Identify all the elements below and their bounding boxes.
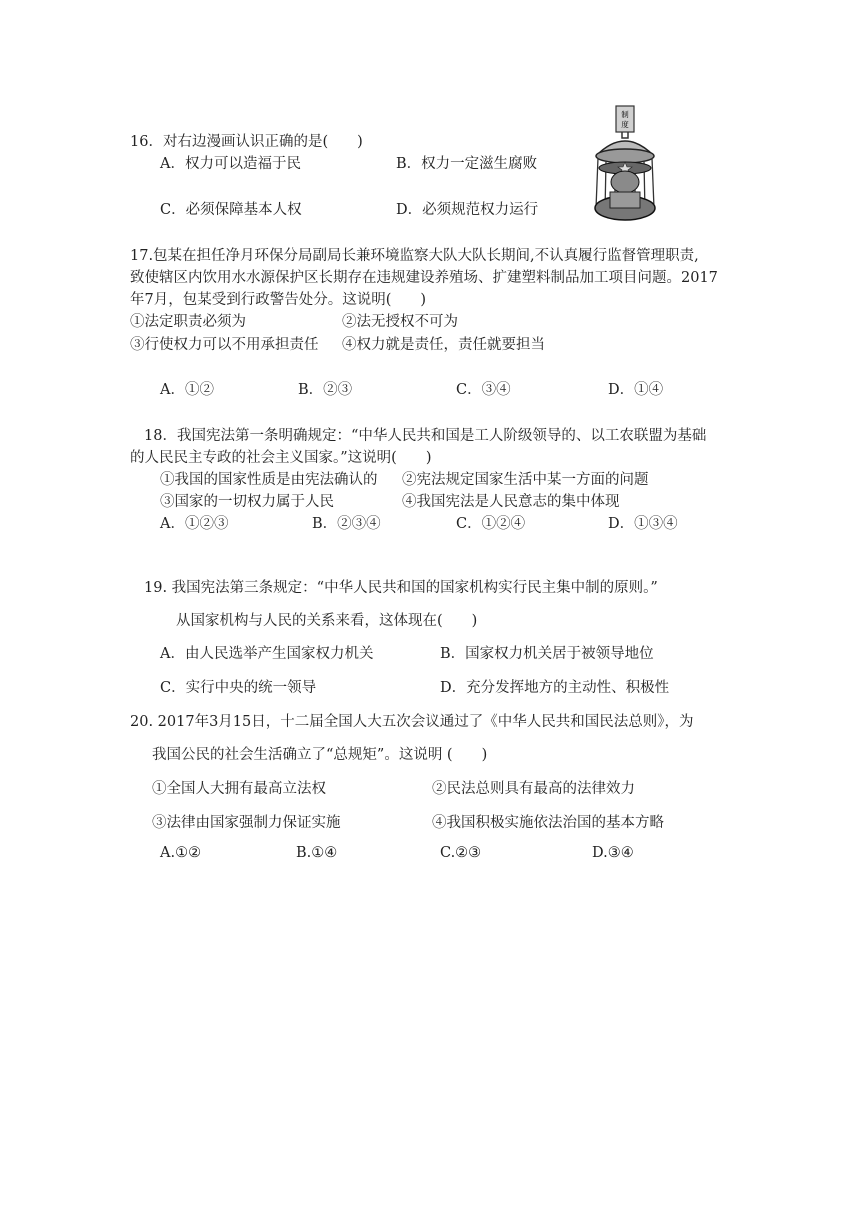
q17-option-a: A．①② [160,382,214,398]
q20-line-1: 20. 2017年3月15日，十二届全国人大五次会议通过了《中华人民共和国民法总则》，为 [130,714,694,730]
q20-option-a: A.①② [160,845,202,861]
q20-line-2: 我国公民的社会生活确立了“总规矩”。这说明 ( ) [152,747,488,763]
q16-option-c: C．必须保障基本人权 [160,202,302,218]
q19-option-a: A．由人民选举产生国家权力机关 [160,646,374,662]
q18-option-a: A．①②③ [160,516,229,532]
q16-option-d: D．必须规范权力运行 [396,202,539,218]
cartoon-birdcage-illustration [586,104,664,222]
q16-stem: 16．对右边漫画认识正确的是( ) [130,134,363,150]
cartoon-label-top: 制 [621,110,629,119]
q16-option-a: A．权力可以造福于民 [160,156,301,172]
q17-statement-3: ③行使权力可以不用承担责任 [130,337,319,353]
q18-statement-4: ④我国宪法是人民意志的集中体现 [402,494,620,510]
q18-line-2: 的人民民主专政的社会主义国家。”这说明( ) [130,450,432,466]
q19-line-1: 19. 我国宪法第三条规定：“中华人民共和国的国家机构实行民主集中制的原则。” [144,580,658,596]
q18-statement-3: ③国家的一切权力属于人民 [160,494,334,510]
q19-line-2: 从国家机构与人民的关系来看，这体现在( ) [176,613,478,629]
q17-statement-1: ①法定职责必须为 [130,314,246,330]
q18-option-d: D．①③④ [608,516,678,532]
q19-option-c: C．实行中央的统一领导 [160,680,317,696]
q17-statement-2: ②法无授权不可为 [342,314,458,330]
q19-option-b: B．国家权力机关居于被领导地位 [440,646,654,662]
q19-option-d: D．充分发挥地方的主动性、积极性 [440,680,670,696]
q17-option-c: C．③④ [456,382,511,398]
q20-statement-4: ④我国积极实施依法治国的基本方略 [432,815,664,831]
q16-option-b: B．权力一定滋生腐败 [396,156,538,172]
q17-line-1: 17.包某在担任净月环保分局副局长兼环境监察大队大队长期间,不认真履行监督管理职责, [130,248,699,264]
q18-statement-2: ②宪法规定国家生活中某一方面的问题 [402,472,649,488]
q20-option-d: D.③④ [592,845,634,861]
q17-option-d: D．①④ [608,382,664,398]
cartoon-label-bottom: 度 [621,120,629,129]
q17-line-3: 年7月，包某受到行政警告处分。这说明( ) [130,292,427,308]
q18-option-b: B．②③④ [312,516,381,532]
q20-statement-3: ③法律由国家强制力保证实施 [152,815,341,831]
q18-line-1: 18．我国宪法第一条明确规定：“中华人民共和国是工人阶级领导的、以工农联盟为基础 [144,428,707,444]
q17-statement-4: ④权力就是责任，责任就要担当 [342,337,545,353]
q17-option-b: B．②③ [298,382,353,398]
q20-option-b: B.①④ [296,845,338,861]
q18-option-c: C．①②④ [456,516,526,532]
q17-line-2: 致使辖区内饮用水水源保护区长期存在违规建设养殖场、扩建塑料制品加工项目问题。2017 [130,270,718,286]
q20-statement-1: ①全国人大拥有最高立法权 [152,781,326,797]
q20-option-c: C.②③ [440,845,482,861]
q20-statement-2: ②民法总则具有最高的法律效力 [432,781,635,797]
q18-statement-1: ①我国的国家性质是由宪法确认的 [160,472,378,488]
